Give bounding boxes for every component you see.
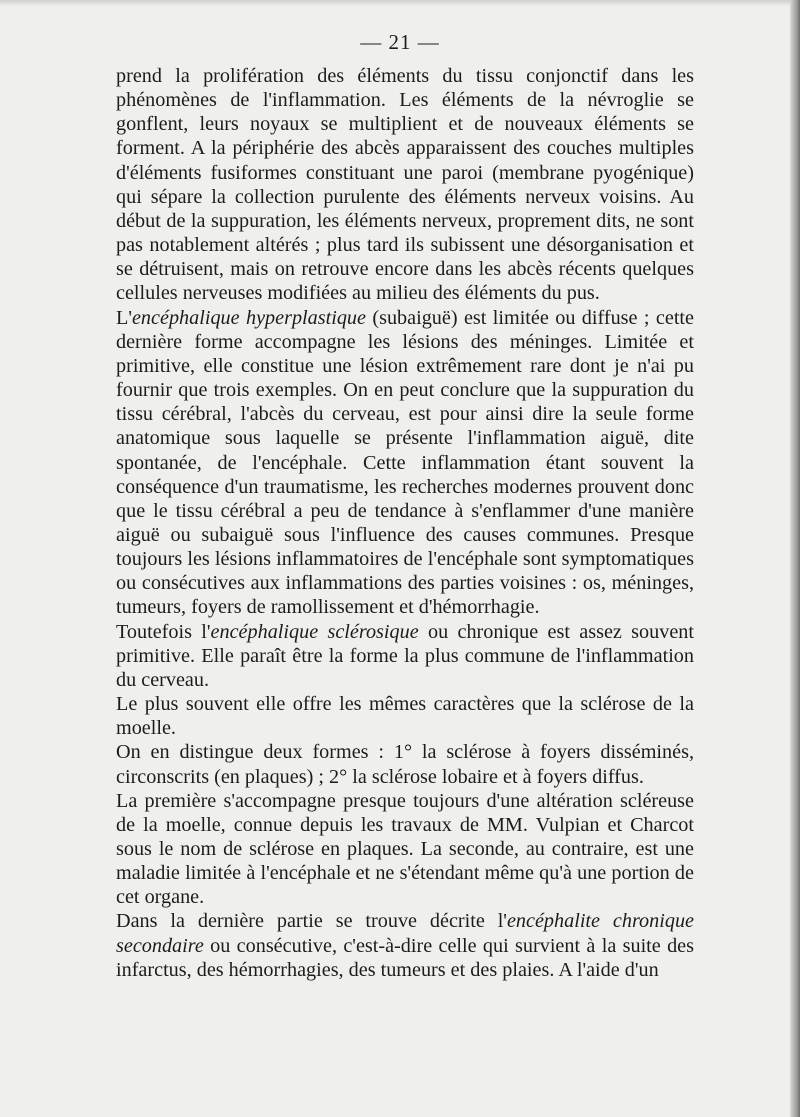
paragraph-5 [116, 740, 694, 788]
italic-term: encéphalique hyperplastique [131, 306, 366, 329]
italic-term: encéphalique sclérosique [210, 620, 419, 643]
text-run: L' [116, 306, 132, 329]
text-run: ou chronique est assez souvent primitive. Elle paraît être la forme la plus commune de l'inflammation du cerveau. [116, 620, 694, 691]
text-run: ou consécutive, c'est-à-dire celle qui survient à la suite des infarctus, des hémorrhagies, des tumeurs et des plaies. A l'aide d'un [116, 934, 694, 981]
paragraph-4 [116, 692, 694, 740]
text-run: Dans la dernière partie se trouve décrite l' [116, 910, 507, 933]
text-run: (subaiguë) est limitée ou diffuse ; cette dernière forme accompagne les lésions des méninges. Limitée et primitive, elle constitue une lésion extrêmement rare dont je n'ai pu fournir que trois exemples. On en peut conclure que la suppuration du tissu cérébral, l'abcès du cerveau, est pour ainsi dire la seule forme anatomique sous laquelle se présente l'inflammation aiguë, dite spontanée, de l'encéphale. Cette inflammation étant souvent la conséquence d'un traumatisme, les recherches modernes prouvent donc que le tissu cérébral a peu de tendance à s'enflammer d'une manière aiguë ou subaiguë sous l'influence des causes communes. Presque toujours les lésions inflammatoires de l'encéphale sont symptomatiques ou consécutives aux inflammations des parties voisines : os, méninges, tumeurs, foyers de ramollissement et d'hémorrhagie. [116, 306, 694, 619]
page-right-edge [790, 0, 800, 1117]
text-run: On en distingue deux formes : 1° la sclérose à foyers disséminés, circonscrits (en plaques) ; 2° la sclérose lobaire et à foyers diffus. [116, 741, 694, 788]
text-run: Toutefois l' [116, 620, 211, 643]
paragraph-6 [116, 789, 694, 910]
text-run: La première s'accompagne presque toujours d'une altération scléreuse de la moelle, connue depuis les travaux de MM. Vulpian et Charcot sous le nom de sclérose en plaques. La seconde, au contraire, est une maladie limitée à l'encéphale et ne s'étendant même qu'à une portion de cet organe. [116, 789, 694, 909]
italic-term: encéphalite chronique secondaire [116, 910, 694, 957]
page-number: — 21 — [360, 30, 440, 54]
paragraph-1 [116, 64, 694, 306]
paragraph-2 [116, 306, 694, 620]
body-text [116, 64, 694, 982]
paragraph-3 [116, 620, 694, 692]
page-top-edge [0, 0, 800, 6]
text-run: prend la prolifération des éléments du tissu conjonctif dans les phénomènes de l'inflammation. Les éléments de la névroglie se gonflent, leurs noyaux se multiplient et de nouveaux éléments se forment. A la périphérie des abcès apparaissent des couches multiples d'éléments fusiformes constituant une paroi (membrane pyogénique) qui sépare la collection purulente des éléments nerveux voisins. Au début de la suppuration, les éléments nerveux, proprement dits, ne sont pas notablement altérés ; plus tard ils subissent une désorganisation et se détruisent, mais on retrouve encore dans les abcès récents quelques cellules nerveuses modifiées au milieu des éléments du pus. [116, 65, 694, 305]
paragraph-7 [116, 909, 694, 981]
text-run: Le plus souvent elle offre les mêmes caractères que la sclérose de la moelle. [116, 693, 694, 740]
